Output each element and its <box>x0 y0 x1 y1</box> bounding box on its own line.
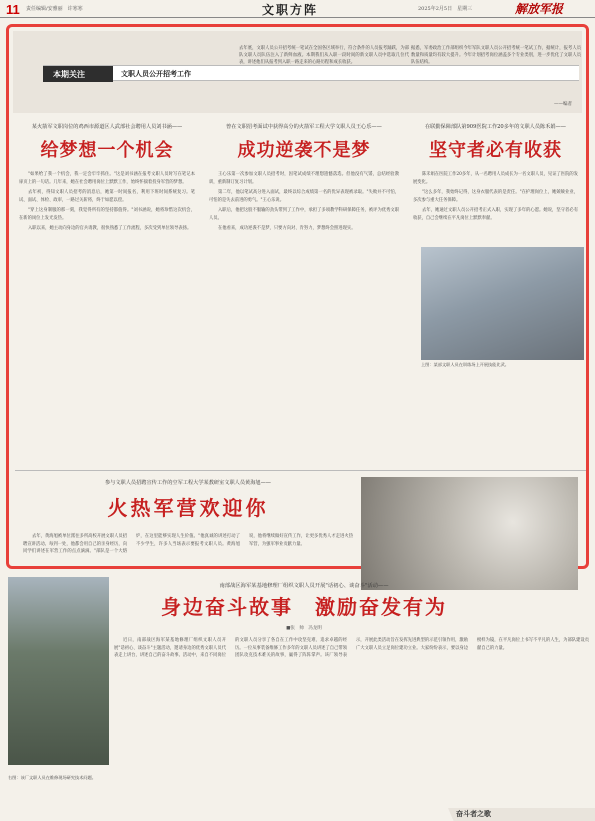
newspaper-logo: 解放军报 <box>515 2 564 16</box>
article-kicker: 某火箭军文职岗位的鸡西市源道区人武部社会聘用人员刘书涵—— <box>31 124 183 130</box>
article-2 <box>209 123 399 236</box>
paragraph: 入职以来，她主动向身边的官兵请教，很快熟悉了工作流程，多次受到单位领导表扬。 <box>28 226 192 231</box>
article-kicker: 在联勤保障部队第909医院工作20多年的文职人员陈禾娟—— <box>424 124 566 130</box>
paragraph: 王心乐第一次参加文职人员招考时，因笔试成绩不理想遗憾落选。但他没有气馁，总结经验教训，重新制订复习计划。 <box>209 172 399 185</box>
issue-date: 2025年2月5日 星期三 <box>418 6 473 12</box>
article-kicker: 南部战区海军某基地修理厂组织文职人员开展"话初心、谈奋斗"活动—— <box>219 583 389 589</box>
article-body: 去年，黄海旭被单位派往多所高校开展文职人员招聘宣讲活动。每到一处，他都会用自己的亲身经历，向同学们讲述在军营工作的点点滴滴。"部队是一个大熔炉，在这里能够实现人生价值。"他真诚的讲述打动了不少学生，许多人当场表示要报考文职人员。黄海旭说，他将继续做好宣传工作，让更多优秀人才走进火热军营，为强军事业贡献力量。 <box>23 534 353 554</box>
lead-left: 去年底，文职人员公开招考统一笔试在全国各区域举行，符合条件的人员报考踊跃，为部队文职人员队伍注入了新鲜血液。本期我们从入职一段时间的新文职人员中选取几位代表，讲述他们从报考到入职一路走来的心路历程和成长收获。 <box>239 46 409 65</box>
vehicle-photo <box>8 577 109 765</box>
article-kicker: 曾在文职招考面试中获得高分的火箭军工程大学文职人员王心乐—— <box>226 124 382 130</box>
paragraph: 陈禾娟在医院工作20多年，从一名聘用人员成长为一名文职人员，见证了医院的发展变化。 <box>413 172 578 185</box>
lead-right: 据悉，军委政治工作部组织今年军队文职人员公开招考统一笔试工作，据统计，报考人员数量和质量均有较大提升。今年计划招考岗位涵盖多个专业类别，进一步优化了文职人员队伍结构。 <box>411 46 581 65</box>
article-headline: 给梦想一个机会 <box>40 140 174 161</box>
paragraph: 去年初，得知文职人员招考的消息后，她第一时间报名，利用下班时间系统复习。笔试、面试、体检、政审，一路过关斩将，终于如愿以偿。 <box>19 190 195 203</box>
page-header <box>0 0 595 18</box>
paragraph: "如果给了我一个机会，我一定会牢牢抓住。"这是刘书涵在报考文职人员时写在笔记本扉页上的一句话。几年来，她在社会聘用岗位上默默工作，始终怀揣着投身军营的梦想。 <box>19 172 195 185</box>
paragraph: 在他看来，成功逆袭不是梦，只要方向对、肯努力，梦想终会照进现实。 <box>218 226 356 231</box>
training-photo <box>421 247 584 360</box>
editor-signature: ——编者 <box>554 102 572 107</box>
paragraph: "这么多年，我始终记得，这身衣服代表的是责任。"在护理岗位上，她兢兢业业，多次参与重大任务保障。 <box>413 190 578 203</box>
paragraph: "穿上这身制服的那一刻，我觉得所有的坚持都值得。"刘书涵说，她将珍惜这次机会，在新的岗位上发光发热。 <box>19 208 195 221</box>
feature-tag: 本期关注 <box>43 66 113 82</box>
intro-strip <box>13 31 582 113</box>
byline: ■张 帅 冯龙明 <box>286 626 322 631</box>
photo-caption: 右图：该厂文职人员在维修现场研究技术问题。 <box>8 775 96 780</box>
article-body <box>413 171 578 222</box>
article-3 <box>413 123 578 225</box>
photo-caption: 上图：某部文职人员在训练场上开展技能比武。 <box>421 362 509 367</box>
article-headline: 身边奋斗故事 激励奋发有为 <box>161 595 447 619</box>
article-body: 近日，南部战区海军某基地修理厂组织文职人员开展"话初心、谈奋斗"主题活动，邀请身边的优秀文职人员代表走上讲台，讲述自己的奋斗故事。活动中，来自不同岗位的文职人员分享了各自在工作中攻坚克难、追求卓越的经历。一位从事装备维修工作多年的文职人员讲述了自己带领团队攻克技术难关的故事，赢得了阵阵掌声。该厂领导表示，开展此类活动旨在发挥先进典型的示范引领作用，激励广大文职人员立足岗位建功立业。大家纷纷表示，要以身边榜样为镜，在平凡岗位上书写不平凡的人生，为部队建设贡献自己的力量。 <box>114 638 589 658</box>
column-label: 奋斗者之歌 <box>456 810 491 818</box>
feature-topic: 文职人员公开招考工作 <box>121 70 191 78</box>
page-number: 11 <box>6 2 20 17</box>
article-1 <box>19 123 195 236</box>
paragraph: 去年，她通过文职人员公开招考正式入职，实现了多年的心愿。她说，坚守者必有收获，自己会继续在平凡岗位上默默奉献。 <box>413 208 578 221</box>
paragraph: 第二年，他以笔试高分进入面试，最终以综合成绩第一名的优异表现被录取。"失败并不可怕，可怕的是失去前进的勇气。"王心乐说。 <box>209 190 399 203</box>
speaker-photo <box>361 477 578 590</box>
section-title: 文职方阵 <box>262 3 319 17</box>
article-kicker: 参与文职人员招聘宣传工作的空军工程大学某教研室文职人员黄海旭—— <box>104 480 271 486</box>
editors-line: 责任编辑/安雅丽 许寒寒 <box>26 6 83 12</box>
column-footer <box>448 807 595 821</box>
article-body <box>209 171 399 233</box>
article-body <box>19 171 195 233</box>
section-divider <box>15 470 586 471</box>
feature-frame <box>6 24 589 569</box>
paragraph: 入职后，他把这股不服输的劲头带到了工作中，承担了多项教学科研保障任务，被评为优秀文职人员。 <box>209 208 399 221</box>
article-headline: 坚守者必有收获 <box>429 140 562 161</box>
article-headline: 成功逆袭不是梦 <box>237 140 371 161</box>
topic-band <box>43 65 579 81</box>
article-headline: 火热军营欢迎你 <box>107 496 269 520</box>
